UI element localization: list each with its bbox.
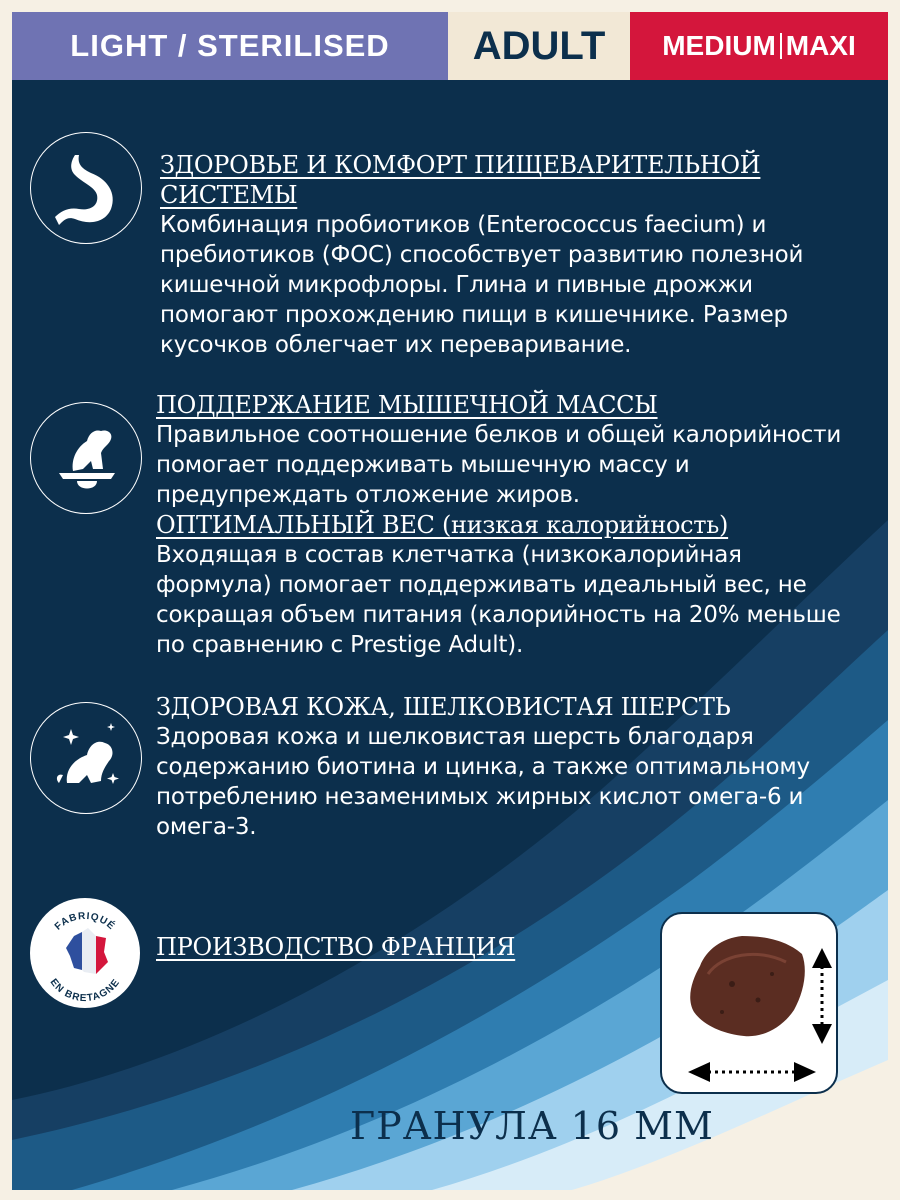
section-coat [156,692,856,842]
size-maxi-label: MAXI [785,30,856,61]
section-body: Здоровая кожа и шелковистая шерсть благодаря содержанию биотина и цинка, а также оптимальному потреблению незаменимых жирных кислот омега-6 и омега-3. [156,724,810,840]
section-title: ПОДДЕРЖАНИЕ МЫШЕЧНОЙ МАССЫ [156,391,658,419]
kibble-icon [662,914,836,1092]
adult-label: ADULT [448,12,630,80]
section-body: Комбинация пробиотиков (Enterococcus faecium) и пребиотиков (ФОС) способствует развитию полезной кишечной микрофлоры. Глина и пивные дрожжи помогают прохождению пищи в кишечнике. Размер кусочков облегчает их переваривание. [160,212,804,358]
size-label [630,12,888,80]
section-production [156,932,576,962]
section-body-2: Входящая в состав клетчатка (низкокалорийная формула) помогает поддерживать идеальный вес, не сокращая объем питания (калорийность на 20% меньше по сравнению с Prestige Adult). [156,542,841,658]
digestion-icon-circle [30,132,142,244]
dog-on-scale-icon [31,403,143,515]
section-muscle [156,390,856,660]
section-title: ПРОИЗВОДСТВО ФРАНЦИЯ [156,933,516,961]
section-title: ЗДОРОВАЯ КОЖА, ШЕЛКОВИСТАЯ ШЕРСТЬ [156,693,731,721]
svg-text:EN BRETAGNE [48,977,123,1004]
france-badge-icon [30,898,140,1008]
section-digestion [160,150,860,360]
section-body: Правильное соотношение белков и общей калорийности помогает поддерживать мышечную массу и предупреждать отложение жиров. [156,422,842,508]
badge-top-text: FABRIQUÉ [52,910,118,933]
kibble-size-card [660,912,838,1094]
svg-text:FABRIQUÉ [53,911,118,933]
size-medium-label: MEDIUM [662,30,776,61]
badge-bottom-text: EN BRETAGNE [47,976,123,1005]
stomach-icon [31,133,143,245]
granule-size-label: ГРАНУЛА 16 ММ [350,1104,714,1148]
coat-icon-circle [30,702,142,814]
light-sterilised-label: LIGHT / STERILISED [12,12,448,80]
sparkling-dog-icon [31,703,143,815]
muscle-icon-circle [30,402,142,514]
section-title: ЗДОРОВЬЕ И КОМФОРТ ПИЩЕВАРИТЕЛЬНОЙ СИСТЕМЫ [160,151,761,209]
section-subtitle: ОПТИМАЛЬНЫЙ ВЕС (низкая калорийность) [156,511,729,539]
